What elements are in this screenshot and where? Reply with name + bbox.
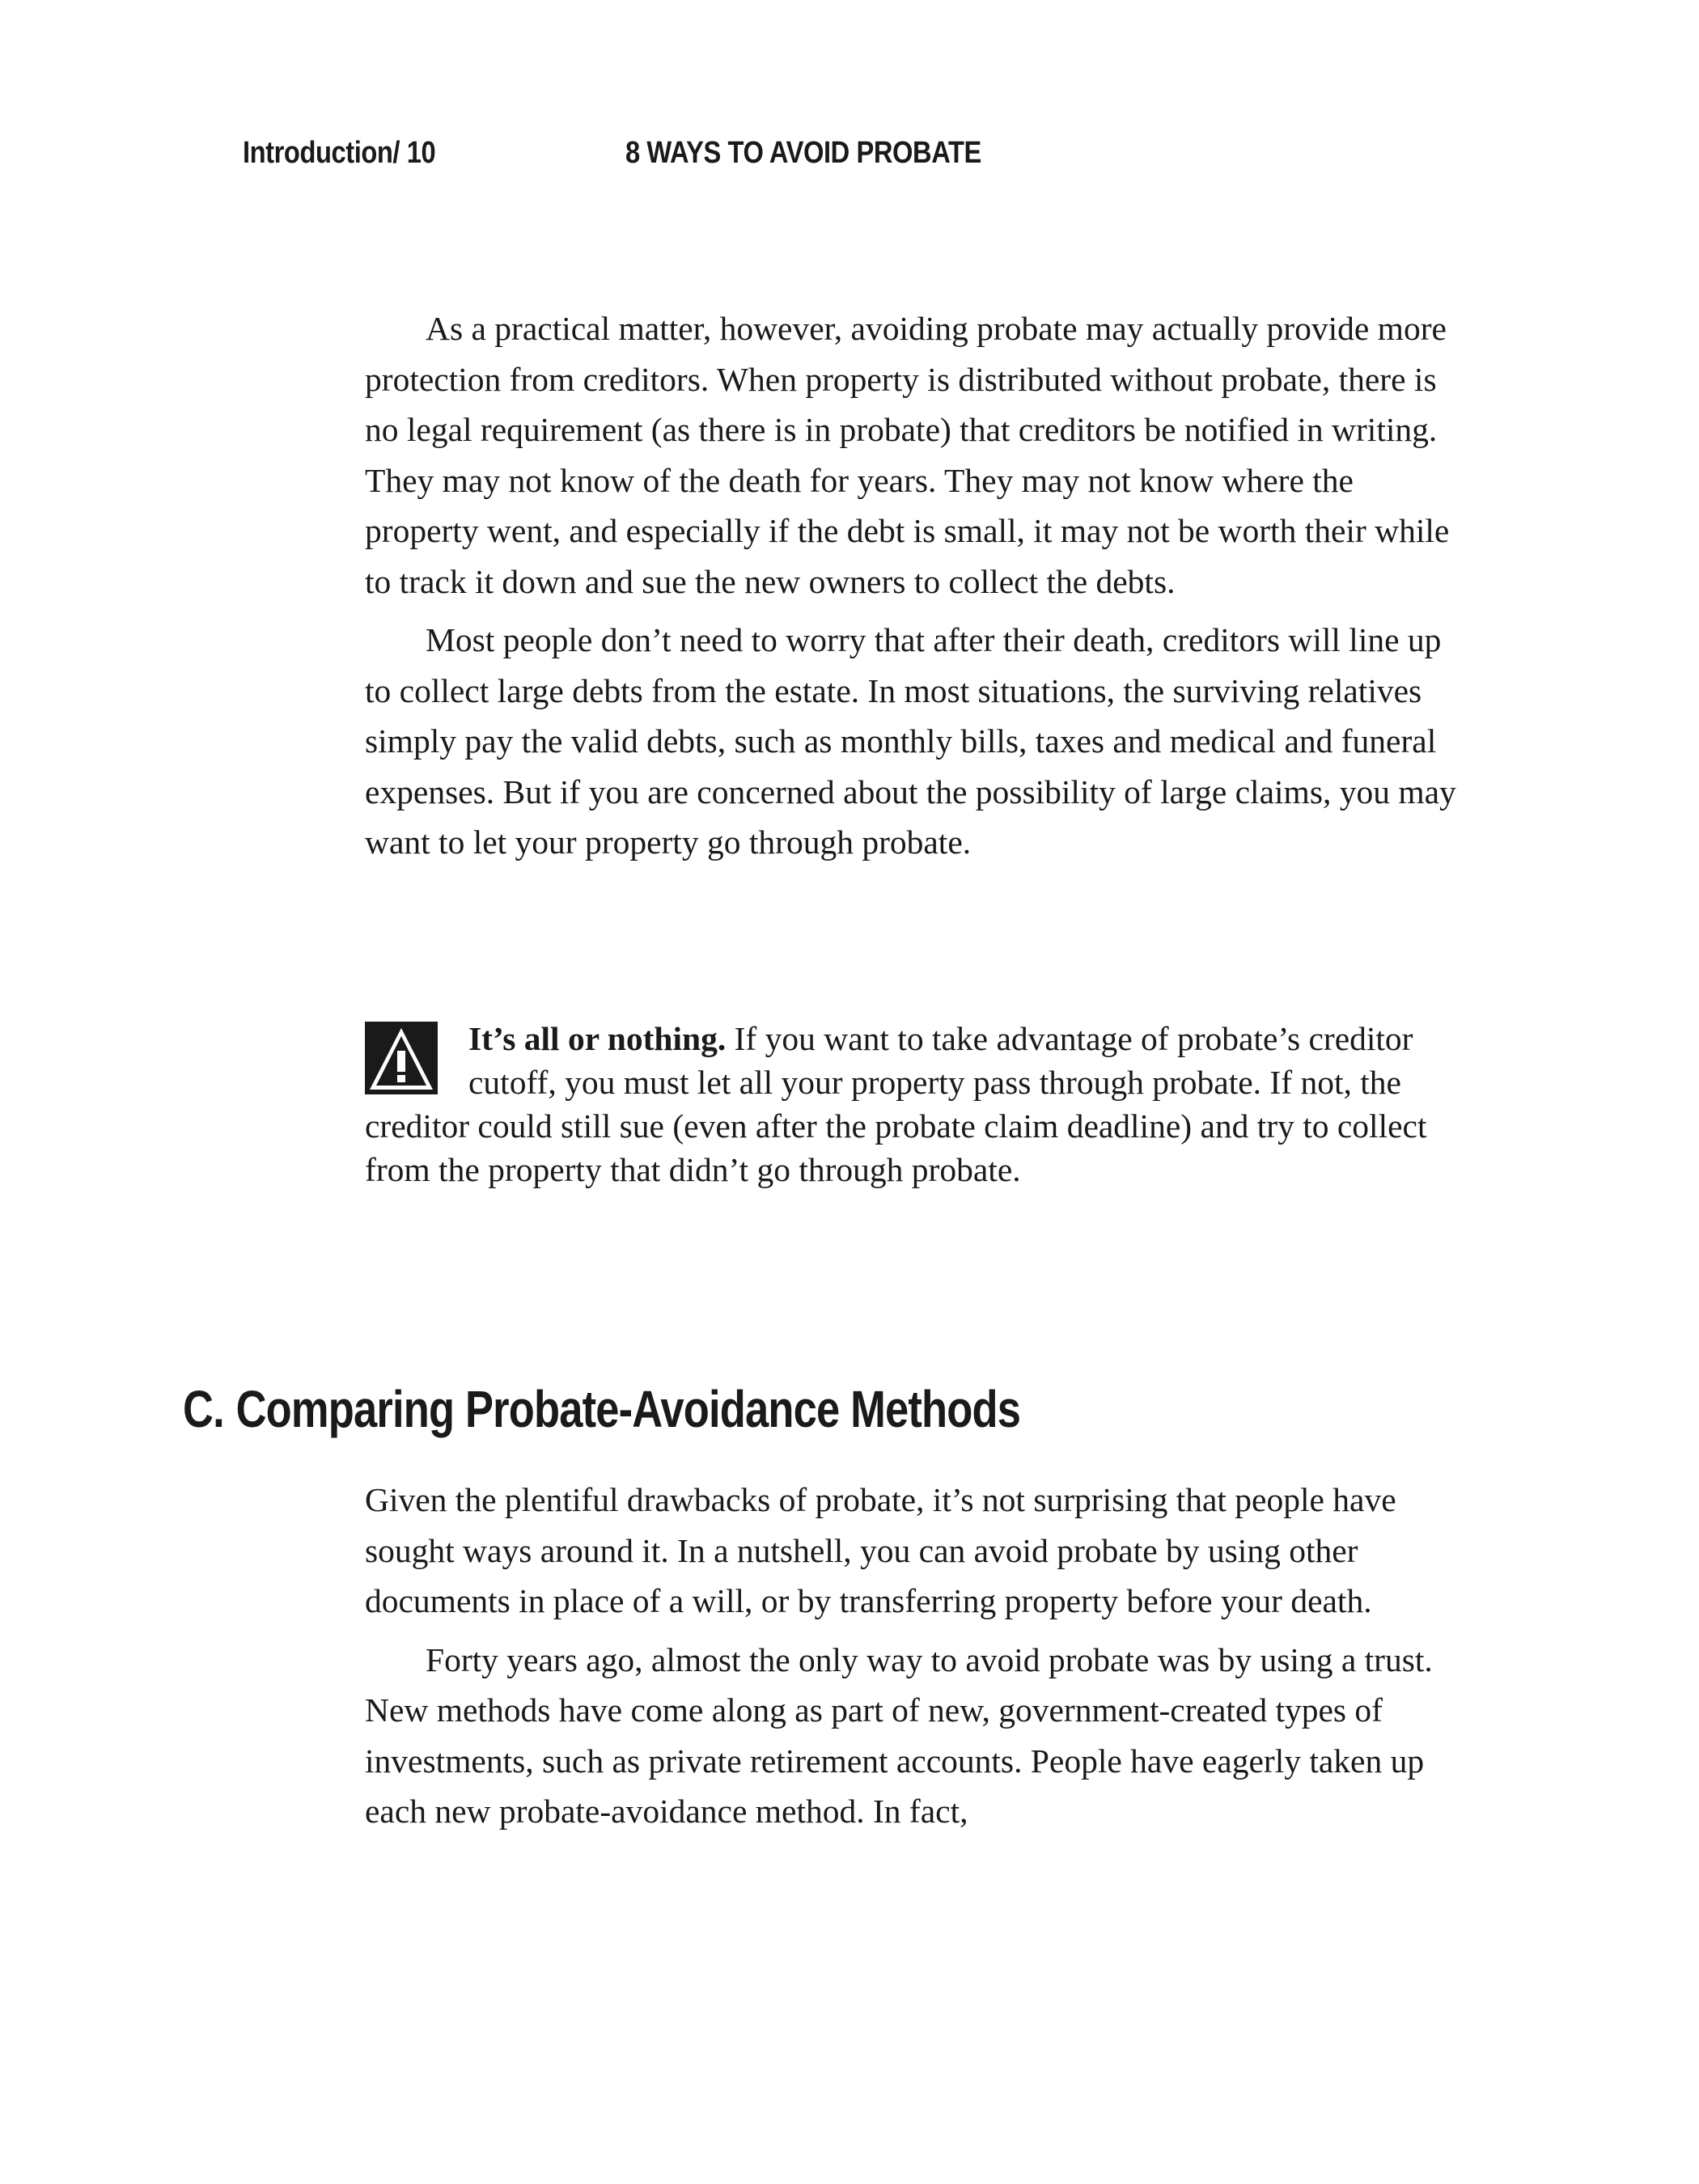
section-title: Comparing Probate-Avoidance Methods	[235, 1380, 1021, 1438]
section-letter: C.	[183, 1380, 224, 1438]
caution-text: If you want to take advantage of probate’s creditor cutoff, you must let all your property pass through probate. If not, the creditor could still sue (even after the probate claim deadline) and try to collect from the property that didn’t go through probate.	[365, 1020, 1427, 1188]
warning-icon	[365, 1022, 438, 1094]
section-b-body	[365, 303, 1473, 868]
paragraph-drawbacks: Given the plentiful drawbacks of probate, it’s not surprising that people have sought ways around it. In a nutshell, you can avoid probate by using other documents in place of a will, or by transferring property before your death.	[365, 1481, 1396, 1619]
page-label: Introduction/ 10	[243, 136, 436, 170]
paragraph-forty-years: Forty years ago, almost the only way to avoid probate was by using a trust. New methods have come along as part of new, government-created types of investments, such as private retirement accounts. People have eagerly taken up each new probate-avoidance method. In fact,	[365, 1640, 1433, 1830]
section-c-body	[365, 1475, 1473, 1837]
book-title: 8 WAYS TO AVOID PROBATE	[625, 136, 981, 170]
paragraph-large-debts: Most people don’t need to worry that after their death, creditors will line up to collect large debts from the estate. In most situations, the surviving relatives simply pay the valid debts, such as monthly bills, taxes and medical and funeral expenses. But if you are concerned about the possibility of large claims, you may want to let your property go through probate.	[365, 621, 1456, 861]
section-heading	[183, 1379, 1020, 1439]
running-head	[243, 136, 1286, 176]
caution-lead: It’s all or nothing.	[468, 1020, 727, 1057]
caution-note	[365, 1017, 1473, 1191]
paragraph-creditor-protection: As a practical matter, however, avoiding probate may actually provide more protection from creditors. When property is distributed without probate, there is no legal requirement (as there is in probate) that creditors be notified in writing. They may not know of the death for years. They may not know where the property went, and especially if the debt is small, it may not be worth their while to track it down and sue the new owners to collect the debts.	[365, 310, 1450, 600]
